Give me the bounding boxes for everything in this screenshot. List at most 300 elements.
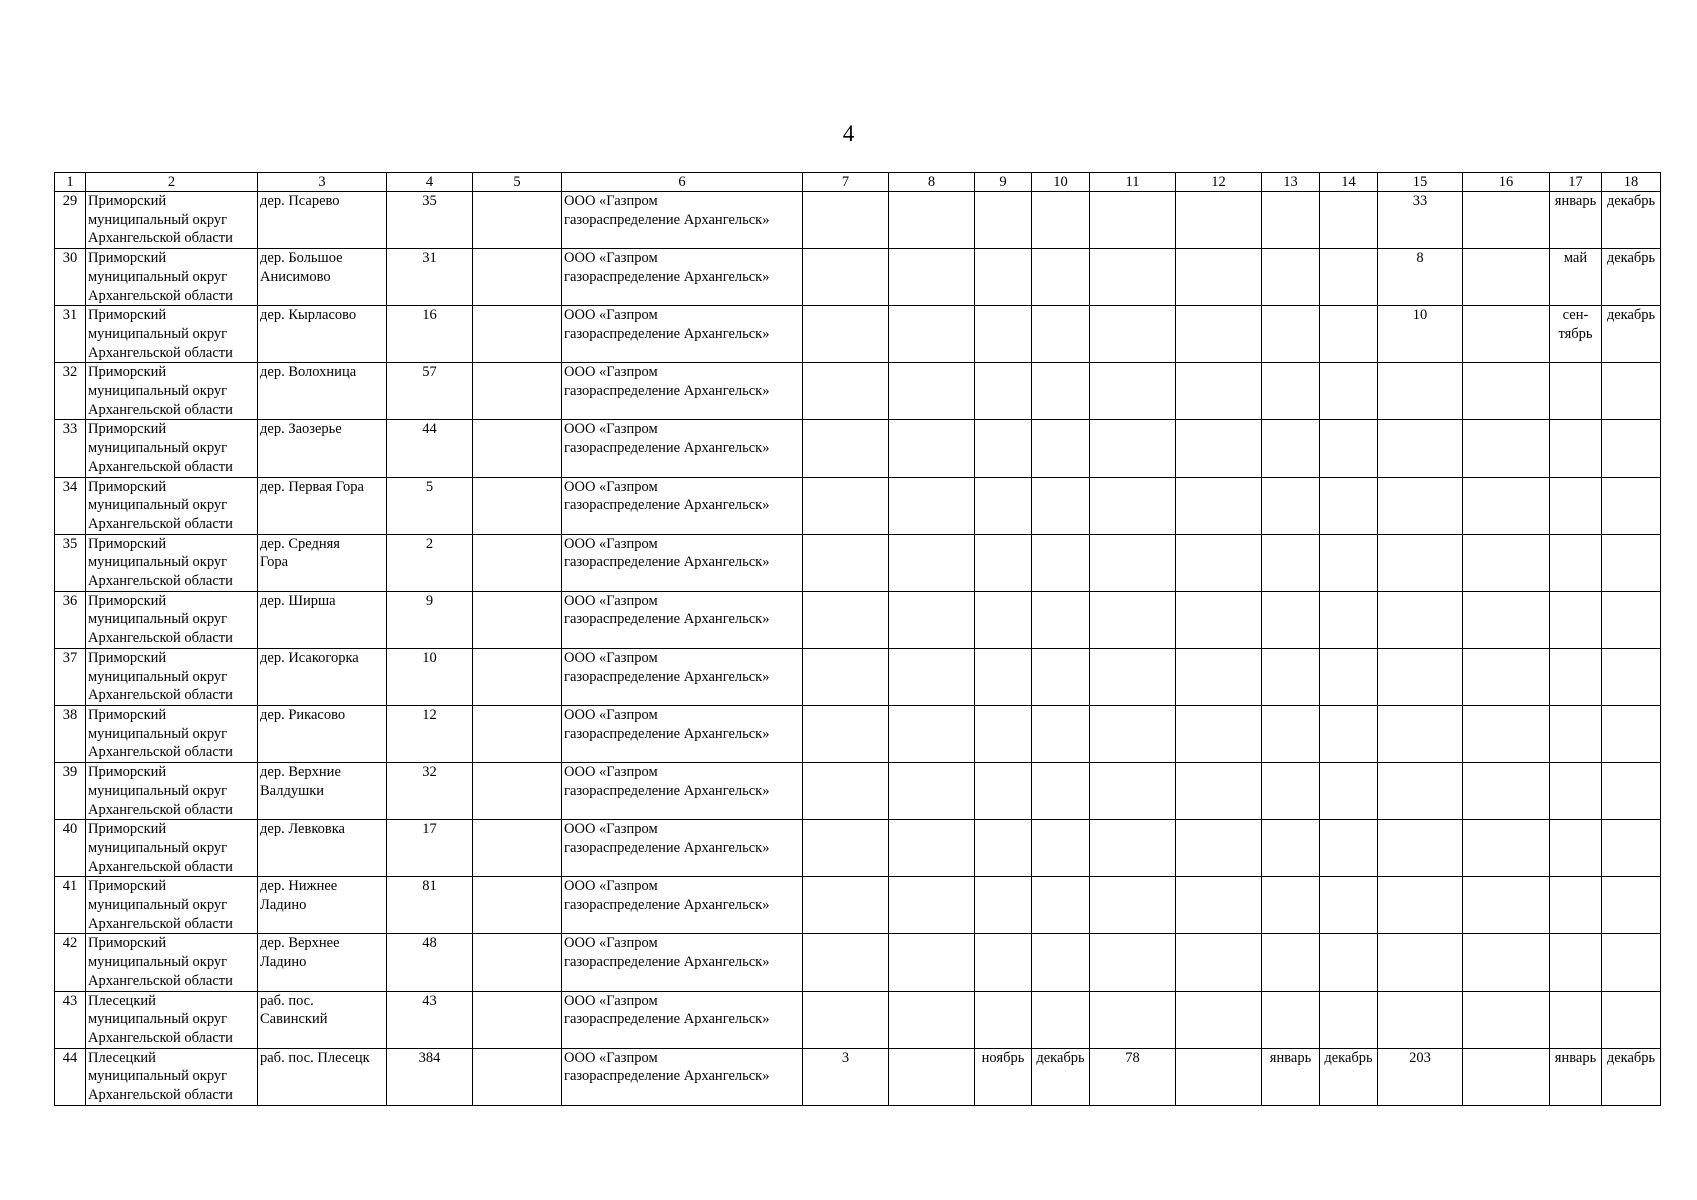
cell-col-8-value <box>889 877 975 934</box>
cell-col-9-month <box>975 306 1032 363</box>
cell-col-9-month <box>975 363 1032 420</box>
cell-col-5-value <box>473 877 562 934</box>
cell-col-7-value <box>803 363 889 420</box>
cell-col-17-month: май <box>1550 249 1602 306</box>
cell-col-8-value <box>889 1048 975 1105</box>
cell-col-14-month <box>1320 192 1378 249</box>
cell-municipality: Приморский муниципальный округ Архангельской области <box>86 534 258 591</box>
cell-col-4-value: 9 <box>387 591 473 648</box>
cell-municipality: Приморский муниципальный округ Архангельской области <box>86 477 258 534</box>
cell-col-11-value <box>1090 306 1176 363</box>
cell-col-12-value <box>1176 306 1262 363</box>
cell-organization: ООО «Газпром газораспределение Архангельск» <box>562 877 803 934</box>
cell-settlement: дер. Заозерье <box>258 420 387 477</box>
cell-col-4-value: 44 <box>387 420 473 477</box>
cell-col-11-value <box>1090 477 1176 534</box>
cell-col-18-month <box>1602 820 1661 877</box>
cell-col-9-month <box>975 591 1032 648</box>
column-number-9: 9 <box>975 173 1032 192</box>
cell-col-15-value <box>1378 591 1463 648</box>
cell-col-9-month: ноябрь <box>975 1048 1032 1105</box>
cell-col-13-month <box>1262 648 1320 705</box>
cell-col-10-month <box>1032 934 1090 991</box>
cell-col-16-value <box>1463 1048 1550 1105</box>
cell-col-10-month <box>1032 420 1090 477</box>
cell-municipality: Приморский муниципальный округ Архангельской области <box>86 934 258 991</box>
cell-row-number: 38 <box>55 705 86 762</box>
cell-organization: ООО «Газпром газораспределение Архангельск» <box>562 477 803 534</box>
cell-col-12-value <box>1176 477 1262 534</box>
cell-col-9-month <box>975 420 1032 477</box>
cell-settlement: дер. Ширша <box>258 591 387 648</box>
cell-col-7-value: 3 <box>803 1048 889 1105</box>
cell-settlement: дер. Левковка <box>258 820 387 877</box>
cell-col-11-value <box>1090 705 1176 762</box>
cell-col-16-value <box>1463 363 1550 420</box>
cell-col-12-value <box>1176 991 1262 1048</box>
cell-col-10-month <box>1032 820 1090 877</box>
cell-col-13-month: январь <box>1262 1048 1320 1105</box>
cell-row-number: 33 <box>55 420 86 477</box>
cell-col-18-month <box>1602 534 1661 591</box>
cell-col-4-value: 48 <box>387 934 473 991</box>
cell-col-5-value <box>473 477 562 534</box>
cell-col-18-month <box>1602 591 1661 648</box>
cell-col-18-month <box>1602 705 1661 762</box>
cell-col-16-value <box>1463 705 1550 762</box>
table-row <box>55 477 1661 534</box>
cell-col-15-value <box>1378 477 1463 534</box>
cell-col-13-month <box>1262 705 1320 762</box>
cell-col-14-month <box>1320 648 1378 705</box>
cell-col-10-month <box>1032 877 1090 934</box>
cell-col-5-value <box>473 934 562 991</box>
cell-row-number: 41 <box>55 877 86 934</box>
cell-col-18-month: декабрь <box>1602 1048 1661 1105</box>
cell-col-12-value <box>1176 877 1262 934</box>
cell-col-9-month <box>975 820 1032 877</box>
cell-municipality: Приморский муниципальный округ Архангельской области <box>86 705 258 762</box>
cell-organization: ООО «Газпром газораспределение Архангельск» <box>562 306 803 363</box>
cell-municipality: Приморский муниципальный округ Архангельской области <box>86 591 258 648</box>
cell-settlement: дер. Кырласово <box>258 306 387 363</box>
cell-col-7-value <box>803 192 889 249</box>
column-number-15: 15 <box>1378 173 1463 192</box>
cell-col-15-value <box>1378 705 1463 762</box>
cell-col-4-value: 5 <box>387 477 473 534</box>
cell-col-14-month <box>1320 934 1378 991</box>
cell-col-17-month: сен- тябрь <box>1550 306 1602 363</box>
cell-col-13-month <box>1262 820 1320 877</box>
cell-row-number: 39 <box>55 763 86 820</box>
cell-col-18-month: декабрь <box>1602 192 1661 249</box>
cell-col-17-month <box>1550 591 1602 648</box>
cell-row-number: 40 <box>55 820 86 877</box>
table-row <box>55 306 1661 363</box>
cell-col-10-month <box>1032 306 1090 363</box>
cell-col-4-value: 43 <box>387 991 473 1048</box>
cell-municipality: Приморский муниципальный округ Архангельской области <box>86 306 258 363</box>
cell-col-16-value <box>1463 763 1550 820</box>
cell-col-10-month: декабрь <box>1032 1048 1090 1105</box>
cell-col-15-value <box>1378 648 1463 705</box>
cell-col-16-value <box>1463 477 1550 534</box>
cell-col-14-month <box>1320 591 1378 648</box>
cell-col-11-value <box>1090 991 1176 1048</box>
table-row <box>55 820 1661 877</box>
cell-col-11-value <box>1090 934 1176 991</box>
cell-settlement: дер. Нижнее Ладино <box>258 877 387 934</box>
cell-col-13-month <box>1262 363 1320 420</box>
cell-col-8-value <box>889 249 975 306</box>
cell-municipality: Приморский муниципальный округ Архангельской области <box>86 249 258 306</box>
cell-col-17-month <box>1550 363 1602 420</box>
column-number-7: 7 <box>803 173 889 192</box>
cell-col-12-value <box>1176 820 1262 877</box>
cell-col-7-value <box>803 991 889 1048</box>
table-row <box>55 534 1661 591</box>
cell-settlement: дер. Верхнее Ладино <box>258 934 387 991</box>
column-number-14: 14 <box>1320 173 1378 192</box>
cell-col-9-month <box>975 192 1032 249</box>
cell-organization: ООО «Газпром газораспределение Архангельск» <box>562 591 803 648</box>
cell-col-16-value <box>1463 420 1550 477</box>
cell-organization: ООО «Газпром газораспределение Архангельск» <box>562 534 803 591</box>
column-number-3: 3 <box>258 173 387 192</box>
data-table <box>54 172 1661 1106</box>
cell-settlement: дер. Верхние Валдушки <box>258 763 387 820</box>
cell-col-4-value: 81 <box>387 877 473 934</box>
cell-col-13-month <box>1262 534 1320 591</box>
cell-col-18-month <box>1602 934 1661 991</box>
cell-settlement: дер. Большое Анисимово <box>258 249 387 306</box>
cell-organization: ООО «Газпром газораспределение Архангельск» <box>562 991 803 1048</box>
cell-col-14-month <box>1320 363 1378 420</box>
cell-col-10-month <box>1032 249 1090 306</box>
cell-col-7-value <box>803 591 889 648</box>
cell-col-16-value <box>1463 991 1550 1048</box>
cell-col-11-value <box>1090 591 1176 648</box>
table-row <box>55 192 1661 249</box>
cell-row-number: 29 <box>55 192 86 249</box>
cell-col-10-month <box>1032 363 1090 420</box>
cell-col-10-month <box>1032 991 1090 1048</box>
cell-col-9-month <box>975 991 1032 1048</box>
cell-col-13-month <box>1262 192 1320 249</box>
cell-col-14-month <box>1320 763 1378 820</box>
cell-col-11-value <box>1090 877 1176 934</box>
cell-col-5-value <box>473 705 562 762</box>
column-number-2: 2 <box>86 173 258 192</box>
cell-municipality: Приморский муниципальный округ Архангельской области <box>86 420 258 477</box>
cell-col-10-month <box>1032 477 1090 534</box>
column-number-13: 13 <box>1262 173 1320 192</box>
cell-col-16-value <box>1463 534 1550 591</box>
cell-col-5-value <box>473 534 562 591</box>
cell-organization: ООО «Газпром газораспределение Архангельск» <box>562 648 803 705</box>
cell-col-14-month <box>1320 877 1378 934</box>
cell-col-9-month <box>975 705 1032 762</box>
cell-settlement: раб. пос. Савинский <box>258 991 387 1048</box>
page-number: 4 <box>842 121 855 146</box>
cell-col-11-value <box>1090 820 1176 877</box>
cell-col-5-value <box>473 363 562 420</box>
cell-col-9-month <box>975 877 1032 934</box>
cell-col-7-value <box>803 934 889 991</box>
cell-col-4-value: 31 <box>387 249 473 306</box>
cell-col-18-month <box>1602 648 1661 705</box>
cell-row-number: 35 <box>55 534 86 591</box>
cell-col-15-value <box>1378 363 1463 420</box>
cell-col-8-value <box>889 820 975 877</box>
cell-col-14-month <box>1320 420 1378 477</box>
cell-col-8-value <box>889 477 975 534</box>
cell-col-15-value <box>1378 820 1463 877</box>
column-number-row <box>55 173 1661 192</box>
cell-col-12-value <box>1176 934 1262 991</box>
cell-col-12-value <box>1176 192 1262 249</box>
cell-col-15-value <box>1378 877 1463 934</box>
cell-col-8-value <box>889 763 975 820</box>
cell-col-7-value <box>803 534 889 591</box>
table-row <box>55 648 1661 705</box>
table-row <box>55 763 1661 820</box>
cell-settlement: дер. Рикасово <box>258 705 387 762</box>
cell-col-7-value <box>803 820 889 877</box>
cell-col-11-value <box>1090 534 1176 591</box>
cell-col-17-month <box>1550 763 1602 820</box>
cell-col-14-month <box>1320 705 1378 762</box>
cell-col-13-month <box>1262 477 1320 534</box>
cell-col-7-value <box>803 249 889 306</box>
column-number-11: 11 <box>1090 173 1176 192</box>
cell-col-13-month <box>1262 763 1320 820</box>
cell-municipality: Приморский муниципальный округ Архангельской области <box>86 363 258 420</box>
cell-col-13-month <box>1262 591 1320 648</box>
cell-row-number: 37 <box>55 648 86 705</box>
column-number-12: 12 <box>1176 173 1262 192</box>
cell-col-5-value <box>473 591 562 648</box>
cell-col-8-value <box>889 363 975 420</box>
cell-col-5-value <box>473 306 562 363</box>
cell-col-5-value <box>473 1048 562 1105</box>
cell-col-16-value <box>1463 192 1550 249</box>
cell-municipality: Приморский муниципальный округ Архангельской области <box>86 648 258 705</box>
cell-settlement: дер. Средняя Гора <box>258 534 387 591</box>
cell-row-number: 43 <box>55 991 86 1048</box>
cell-col-16-value <box>1463 877 1550 934</box>
cell-col-17-month <box>1550 820 1602 877</box>
cell-municipality: Приморский муниципальный округ Архангельской области <box>86 192 258 249</box>
cell-col-13-month <box>1262 877 1320 934</box>
cell-organization: ООО «Газпром газораспределение Архангельск» <box>562 1048 803 1105</box>
cell-col-15-value <box>1378 934 1463 991</box>
cell-col-14-month <box>1320 991 1378 1048</box>
cell-col-8-value <box>889 705 975 762</box>
cell-col-8-value <box>889 934 975 991</box>
cell-col-18-month <box>1602 420 1661 477</box>
cell-settlement: дер. Исакогорка <box>258 648 387 705</box>
cell-col-11-value <box>1090 192 1176 249</box>
cell-municipality: Плесецкий муниципальный округ Архангельской области <box>86 991 258 1048</box>
cell-col-14-month <box>1320 306 1378 363</box>
cell-col-12-value <box>1176 1048 1262 1105</box>
cell-col-5-value <box>473 420 562 477</box>
cell-organization: ООО «Газпром газораспределение Архангельск» <box>562 820 803 877</box>
cell-col-5-value <box>473 648 562 705</box>
cell-row-number: 44 <box>55 1048 86 1105</box>
cell-col-10-month <box>1032 591 1090 648</box>
cell-col-16-value <box>1463 249 1550 306</box>
cell-col-17-month: январь <box>1550 1048 1602 1105</box>
cell-col-8-value <box>889 306 975 363</box>
cell-col-4-value: 384 <box>387 1048 473 1105</box>
cell-col-13-month <box>1262 306 1320 363</box>
cell-col-5-value <box>473 192 562 249</box>
cell-col-18-month <box>1602 363 1661 420</box>
cell-organization: ООО «Газпром газораспределение Архангельск» <box>562 420 803 477</box>
cell-organization: ООО «Газпром газораспределение Архангельск» <box>562 705 803 762</box>
cell-col-17-month: январь <box>1550 192 1602 249</box>
cell-col-7-value <box>803 705 889 762</box>
column-number-6: 6 <box>562 173 803 192</box>
cell-col-8-value <box>889 991 975 1048</box>
cell-col-4-value: 32 <box>387 763 473 820</box>
cell-col-15-value <box>1378 420 1463 477</box>
cell-col-5-value <box>473 991 562 1048</box>
table-row <box>55 363 1661 420</box>
cell-col-17-month <box>1550 934 1602 991</box>
cell-col-15-value <box>1378 991 1463 1048</box>
cell-organization: ООО «Газпром газораспределение Архангельск» <box>562 249 803 306</box>
table-row <box>55 991 1661 1048</box>
cell-col-9-month <box>975 648 1032 705</box>
cell-col-18-month <box>1602 991 1661 1048</box>
cell-col-12-value <box>1176 363 1262 420</box>
cell-col-4-value: 2 <box>387 534 473 591</box>
cell-col-16-value <box>1463 820 1550 877</box>
cell-col-7-value <box>803 420 889 477</box>
cell-col-16-value <box>1463 591 1550 648</box>
column-number-18: 18 <box>1602 173 1661 192</box>
cell-col-17-month <box>1550 534 1602 591</box>
cell-organization: ООО «Газпром газораспределение Архангельск» <box>562 934 803 991</box>
cell-col-7-value <box>803 763 889 820</box>
cell-municipality: Плесецкий муниципальный округ Архангельской области <box>86 1048 258 1105</box>
cell-col-7-value <box>803 306 889 363</box>
cell-col-11-value <box>1090 420 1176 477</box>
cell-col-11-value <box>1090 249 1176 306</box>
column-number-4: 4 <box>387 173 473 192</box>
cell-col-15-value <box>1378 763 1463 820</box>
column-number-10: 10 <box>1032 173 1090 192</box>
cell-col-14-month <box>1320 477 1378 534</box>
table-row <box>55 705 1661 762</box>
cell-col-12-value <box>1176 534 1262 591</box>
cell-settlement: дер. Первая Гора <box>258 477 387 534</box>
cell-organization: ООО «Газпром газораспределение Архангельск» <box>562 363 803 420</box>
cell-col-17-month <box>1550 991 1602 1048</box>
cell-col-5-value <box>473 820 562 877</box>
cell-row-number: 42 <box>55 934 86 991</box>
cell-row-number: 30 <box>55 249 86 306</box>
cell-col-17-month <box>1550 420 1602 477</box>
cell-col-18-month: декабрь <box>1602 306 1661 363</box>
cell-col-13-month <box>1262 249 1320 306</box>
column-number-8: 8 <box>889 173 975 192</box>
cell-col-7-value <box>803 477 889 534</box>
cell-col-8-value <box>889 192 975 249</box>
cell-col-13-month <box>1262 420 1320 477</box>
cell-col-12-value <box>1176 705 1262 762</box>
cell-col-11-value <box>1090 648 1176 705</box>
cell-col-10-month <box>1032 648 1090 705</box>
cell-col-17-month <box>1550 877 1602 934</box>
cell-col-4-value: 17 <box>387 820 473 877</box>
cell-col-10-month <box>1032 534 1090 591</box>
column-number-1: 1 <box>55 173 86 192</box>
cell-col-7-value <box>803 648 889 705</box>
cell-col-13-month <box>1262 934 1320 991</box>
cell-col-5-value <box>473 249 562 306</box>
cell-col-8-value <box>889 591 975 648</box>
column-number-17: 17 <box>1550 173 1602 192</box>
cell-col-12-value <box>1176 591 1262 648</box>
cell-col-11-value: 78 <box>1090 1048 1176 1105</box>
cell-municipality: Приморский муниципальный округ Архангельской области <box>86 877 258 934</box>
cell-col-17-month <box>1550 648 1602 705</box>
cell-col-4-value: 12 <box>387 705 473 762</box>
cell-municipality: Приморский муниципальный округ Архангельской области <box>86 820 258 877</box>
cell-col-16-value <box>1463 306 1550 363</box>
cell-row-number: 32 <box>55 363 86 420</box>
cell-col-8-value <box>889 534 975 591</box>
table-row <box>55 934 1661 991</box>
column-number-5: 5 <box>473 173 562 192</box>
cell-col-15-value: 8 <box>1378 249 1463 306</box>
cell-col-15-value: 203 <box>1378 1048 1463 1105</box>
cell-col-10-month <box>1032 763 1090 820</box>
cell-col-9-month <box>975 477 1032 534</box>
cell-col-16-value <box>1463 648 1550 705</box>
cell-col-18-month <box>1602 477 1661 534</box>
cell-col-18-month <box>1602 763 1661 820</box>
cell-municipality: Приморский муниципальный округ Архангельской области <box>86 763 258 820</box>
cell-col-12-value <box>1176 648 1262 705</box>
cell-col-9-month <box>975 249 1032 306</box>
cell-col-7-value <box>803 877 889 934</box>
table-row <box>55 591 1661 648</box>
cell-col-16-value <box>1463 934 1550 991</box>
cell-col-12-value <box>1176 420 1262 477</box>
cell-col-12-value <box>1176 249 1262 306</box>
cell-col-10-month <box>1032 192 1090 249</box>
cell-col-18-month <box>1602 877 1661 934</box>
table-row <box>55 1048 1661 1105</box>
cell-col-10-month <box>1032 705 1090 762</box>
cell-col-4-value: 16 <box>387 306 473 363</box>
cell-col-11-value <box>1090 763 1176 820</box>
column-number-16: 16 <box>1463 173 1550 192</box>
cell-row-number: 31 <box>55 306 86 363</box>
cell-settlement: дер. Псарево <box>258 192 387 249</box>
cell-row-number: 34 <box>55 477 86 534</box>
cell-col-15-value: 33 <box>1378 192 1463 249</box>
table-row <box>55 877 1661 934</box>
cell-col-14-month: декабрь <box>1320 1048 1378 1105</box>
cell-col-8-value <box>889 648 975 705</box>
cell-col-4-value: 57 <box>387 363 473 420</box>
